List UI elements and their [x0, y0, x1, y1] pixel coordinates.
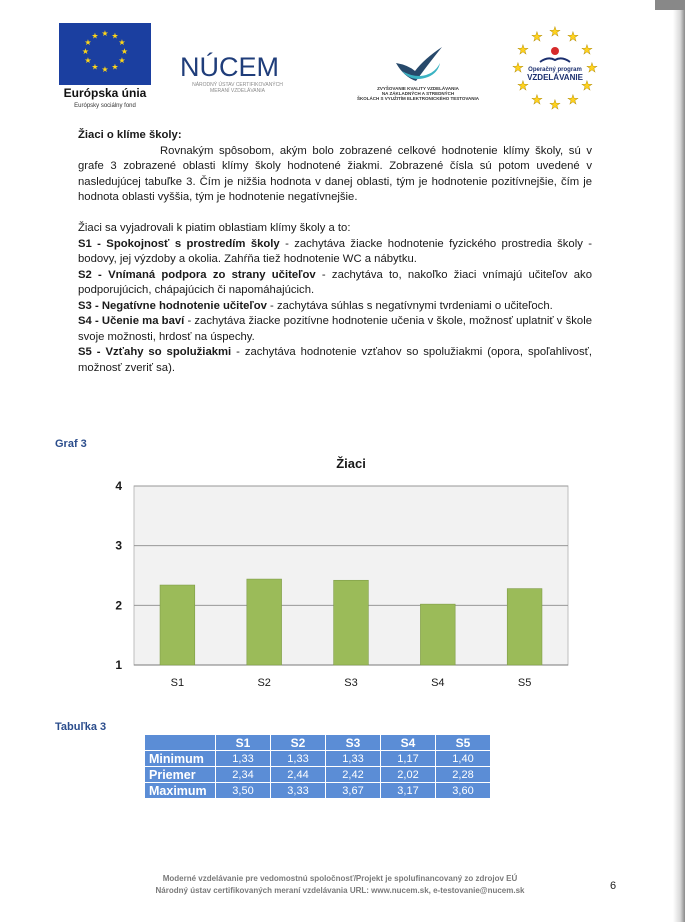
svg-text:★: ★ — [118, 56, 126, 65]
table-cell: 2,42 — [326, 767, 381, 783]
svg-text:★: ★ — [567, 93, 579, 108]
table-cell: 2,28 — [436, 767, 491, 783]
bar-s3 — [334, 580, 369, 665]
y-tick-label: 2 — [115, 598, 122, 613]
table-cell: 1,33 — [216, 751, 271, 767]
x-tick-label: S5 — [517, 677, 532, 689]
area-item-s1: S1 - Spokojnosť s prostredím školy - zachytáva žiacke hodnotenie fyzického prostredia školy - bodovy, jej výzdoby a okolia. Zahŕňa tiež hodnotenie WC a nábytku. — [78, 237, 592, 265]
svg-text:★: ★ — [118, 38, 126, 47]
table-cell: 1,17 — [381, 751, 436, 767]
svg-text:★: ★ — [120, 47, 129, 56]
svg-text:★: ★ — [531, 93, 543, 108]
svg-text:★: ★ — [81, 47, 90, 56]
table-cell: 2,44 — [271, 767, 326, 783]
svg-text:★: ★ — [84, 38, 92, 47]
footer-line-1: Moderné vzdelávanie pre vedomostnú spoločnosť/Projekt je spolufinancovaný zo zdrojov EÚ — [162, 874, 518, 883]
table-row — [145, 783, 491, 799]
bar-s5 — [507, 589, 542, 665]
area-item-s3: S3 - Negatívne hodnotenie učiteľov - zachytáva súhlas s negatívnymi tvrdeniami o učiteľoch. — [78, 299, 553, 312]
y-tick-label: 4 — [115, 479, 122, 493]
page-number: 6 — [610, 880, 617, 892]
zkv-logo — [352, 43, 484, 105]
zkv-logo-text: ZVYŠOVANIE KVALITY VZDELÁVANIA NA ZÁKLADNÝCH A STREDNÝCH ŠKOLÁCH S VYUŽITÍM ELEKTRONICKÉHO TESTOVANIA — [356, 86, 480, 101]
column-header-s5: S5 — [436, 735, 491, 751]
results-table — [144, 734, 491, 799]
table-caption: Tabuľka 3 — [55, 721, 107, 733]
table-cell: 3,60 — [436, 783, 491, 799]
svg-text:★: ★ — [531, 30, 543, 45]
svg-text:★: ★ — [567, 30, 579, 45]
nucem-logo-subtitle-1: NÁRODNÝ ÚSTAV CERTIFIKOVANÝCH — [192, 82, 283, 88]
table-row — [145, 751, 491, 767]
table-cell: 3,17 — [381, 783, 436, 799]
svg-text:★: ★ — [586, 61, 598, 76]
table-cell: 1,33 — [326, 751, 381, 767]
section-heading: Žiaci o klíme školy: — [78, 129, 182, 141]
page-edge-shadow — [673, 0, 685, 922]
graph-caption: Graf 3 — [55, 438, 87, 450]
intro-paragraph: Rovnakým spôsobom, akým bolo zobrazené celkové hodnotenie klímy školy, sú v grafe 3 zobrazené oblasti klímy školy hodnotené žiakmi. Zobrazené čísla sú potom uvedené v nasledujúcej tabuľke 3. Čím je nižšia hodnota v danej oblasti, tým je hodnotenie pozitívnejšie, čím je hodnota oblasti vyššia, tým je hodnotenie negatívnejšie. — [78, 144, 592, 203]
eu-flag-icon — [59, 23, 151, 85]
areas-section — [78, 221, 592, 376]
areas-lead: Žiaci sa vyjadrovali k piatim oblastiam klímy školy a to: — [78, 222, 351, 234]
svg-text:★: ★ — [512, 61, 524, 76]
table-cell: 2,34 — [216, 767, 271, 783]
svg-text:★: ★ — [101, 29, 109, 38]
svg-text:★: ★ — [517, 43, 529, 58]
eu-logo — [57, 23, 153, 113]
table-cell: 3,67 — [326, 783, 381, 799]
eu-logo-title: Európska únia — [63, 86, 147, 100]
area-item-s4: S4 - Učenie ma baví - zachytáva žiacke pozitívne hodnotenie učenia v škole, možnosť uplatniť v škole svoje možnosti, hrdosť na úspechy. — [78, 315, 592, 343]
x-tick-label: S1 — [170, 677, 185, 689]
svg-text:★: ★ — [581, 79, 593, 94]
op-vzdelavanie-logo — [510, 24, 600, 110]
bar-s1 — [160, 585, 195, 665]
footer-line-2: Národný ústav certifikovaných meraní vzdelávania URL: www.nucem.sk, e-testovanie@nucem.sk — [155, 886, 525, 895]
svg-text:★: ★ — [111, 62, 119, 72]
bar-s4 — [420, 604, 455, 665]
eu-logo-subtitle: Európsky sociálny fond — [74, 103, 136, 109]
column-header-s4: S4 — [381, 735, 436, 751]
y-tick-label: 3 — [115, 538, 122, 553]
bar-s2 — [247, 579, 282, 665]
row-label-maximum: Maximum — [145, 783, 216, 799]
area-item-s5: S5 - Vzťahy so spolužiakmi - zachytáva hodnotenie vzťahov so spolužiakmi (opora, spoľahlivosť, možnosť zveriť sa). — [78, 346, 592, 374]
checkmark-icon — [352, 43, 484, 85]
svg-text:★: ★ — [581, 43, 593, 58]
svg-text:★: ★ — [91, 31, 99, 41]
row-label-priemer: Priemer — [145, 767, 216, 783]
bar-chart-svg — [100, 448, 580, 698]
chart-title: Žiaci — [336, 456, 366, 471]
svg-text:★: ★ — [91, 62, 99, 72]
x-tick-label: S2 — [257, 677, 271, 689]
op-logo-text: Operačný program VZDELÁVANIE — [527, 67, 583, 82]
table-cell: 1,33 — [271, 751, 326, 767]
svg-text:★: ★ — [111, 31, 119, 41]
column-header-s3: S3 — [326, 735, 381, 751]
x-tick-label: S4 — [431, 677, 445, 689]
nucem-logo-name: NÚCEM — [180, 52, 279, 82]
svg-text:★: ★ — [549, 25, 561, 40]
x-tick-label: S3 — [344, 677, 358, 689]
nucem-logo — [180, 52, 300, 102]
svg-text:★: ★ — [101, 65, 109, 74]
column-header-s1: S1 — [216, 735, 271, 751]
table-header-row — [145, 735, 491, 751]
table-corner-cell — [145, 735, 216, 751]
row-label-minimum: Minimum — [145, 751, 216, 767]
svg-text:★: ★ — [84, 56, 92, 65]
y-tick-label: 1 — [115, 658, 122, 672]
svg-text:★: ★ — [517, 79, 529, 94]
nucem-logo-subtitle-2: MERANÍ VZDELÁVANIA — [210, 88, 265, 94]
area-item-s2: S2 - Vnímaná podpora zo strany učiteľov - zachytáva to, nakoľko žiaci vnímajú učiteľov ako podporujúcich, chápajúcich či napomáhajúcich. — [78, 268, 592, 296]
table-cell: 1,40 — [436, 751, 491, 767]
page-corner — [655, 0, 685, 10]
page-footer — [90, 873, 590, 897]
intro-section — [78, 128, 592, 206]
table-cell: 3,50 — [216, 783, 271, 799]
svg-text:★: ★ — [549, 98, 561, 110]
table-row — [145, 767, 491, 783]
bar-chart — [100, 448, 580, 698]
table-cell: 3,33 — [271, 783, 326, 799]
column-header-s2: S2 — [271, 735, 326, 751]
table-cell: 2,02 — [381, 767, 436, 783]
